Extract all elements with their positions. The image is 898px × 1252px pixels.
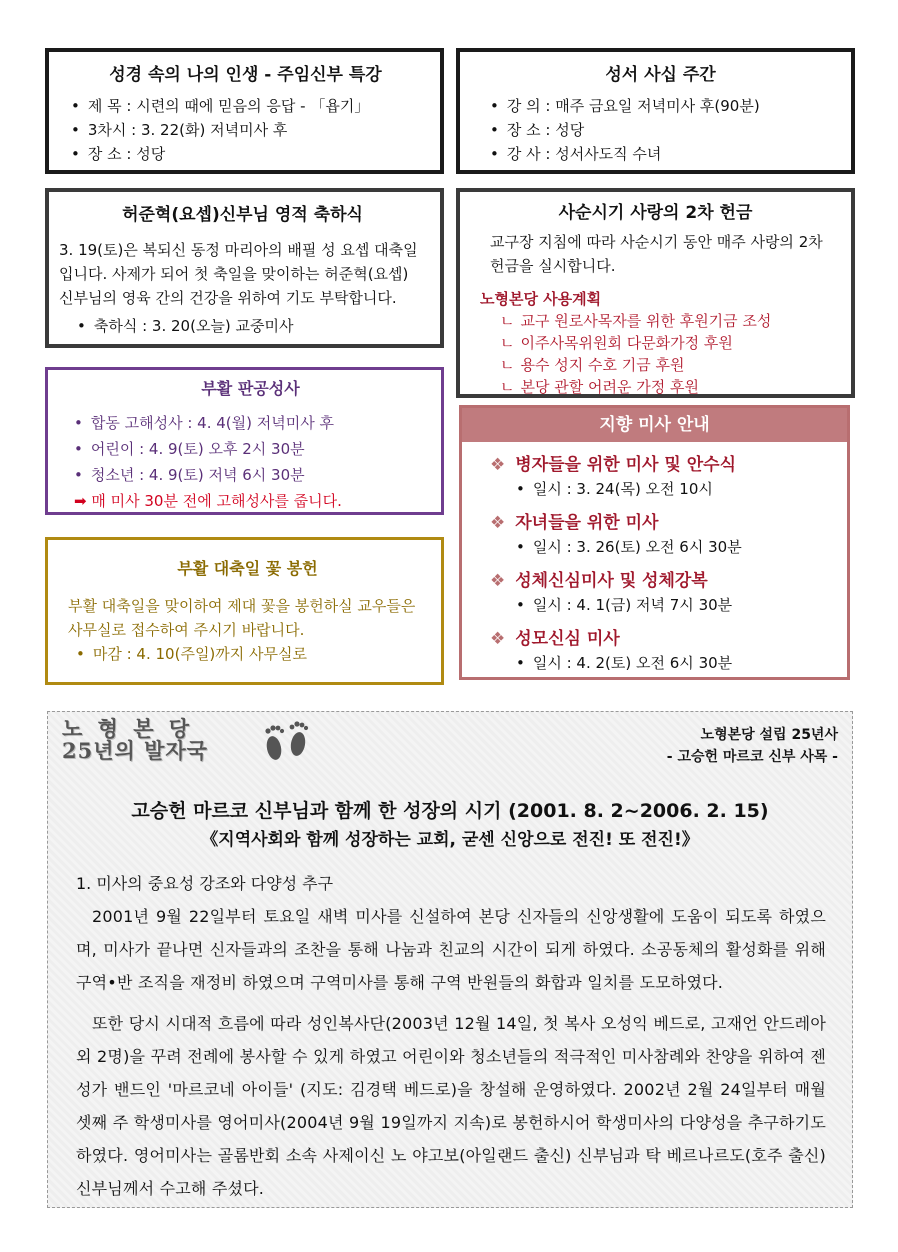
list-item	[490, 452, 847, 500]
list-item: • 합동 고해성사 : 4. 4(월) 저녁미사 후	[74, 410, 427, 436]
logo-line: 노 형 본 당	[62, 716, 194, 741]
flowers-list	[68, 642, 427, 666]
confession-box	[45, 367, 444, 515]
list-item: • 마감 : 4. 10(주일)까지 사무실로	[76, 642, 427, 666]
lent-plan-item: ㄴ 이주사목위원회 다문화가정 후원	[480, 332, 831, 354]
flowers-box	[45, 537, 444, 685]
history-meta-line: 노형본당 설립 25년사	[700, 727, 838, 743]
flowers-body: 부활 대축일을 맞이하여 제대 꽃을 봉헌하실 교우들은 사무실로 접수하여 주시기 바랍니다.	[68, 597, 416, 639]
feast-body: 3. 19(토)은 복되신 동정 마리아의 배필 성 요셉 대축일입니다. 사제가 되어 첫 축일을 맞이하는 허준혁(요셉) 신부님의 영육 간의 건강을 위하여 기도 부탁합니다.	[59, 241, 418, 307]
masses-title: 지향 미사 안내	[462, 408, 847, 442]
list-item: • 축하식 : 3. 20(오늘) 교중미사	[77, 314, 426, 338]
history-title: 고승헌 마르코 신부님과 함께 한 성장의 시기 (2001. 8. 2~2006. 2. 15)	[131, 800, 769, 822]
history-logo	[62, 718, 208, 762]
mass-name: ❖ 성모신심 미사	[490, 626, 847, 652]
confession-list	[74, 410, 427, 488]
list-item: • 청소년 : 4. 9(토) 저녁 6시 30분	[74, 462, 427, 488]
mass-name: ❖ 자녀들을 위한 미사	[490, 510, 847, 536]
list-item: • 강 의 : 매주 금요일 저녁미사 후(90분)	[490, 94, 831, 118]
history-meta	[667, 724, 838, 768]
list-item	[490, 568, 847, 616]
lent-body: 교구장 지침에 따라 사순시기 동안 매주 사랑의 2차 헌금을 실시합니다.	[490, 233, 823, 275]
lent-box	[456, 188, 855, 398]
arrow-icon: ➡	[74, 492, 87, 510]
feast-title: 허준혁(요셉)신부님 영적 축하식	[122, 205, 363, 225]
lent-plan-item: ㄴ 본당 관할 어려운 가정 후원	[480, 376, 831, 398]
history-section	[47, 711, 853, 1208]
list-item: • 장 소 : 성당	[71, 142, 420, 166]
feast-list	[59, 314, 426, 338]
confession-note: 매 미사 30분 전에 고해성사를 줍니다.	[91, 492, 342, 510]
lent-plan-title: 노형본당 사용계획	[480, 290, 602, 308]
confession-title: 부활 판공성사	[201, 379, 300, 398]
list-item: • 제 목 : 시련의 때에 믿음의 응답 - 「욥기」	[71, 94, 420, 118]
lent-title: 사순시기 사랑의 2차 헌금	[558, 203, 753, 223]
logo-line: 25년의 발자국	[62, 738, 208, 763]
mass-detail: • 일시 : 3. 24(목) 오전 10시	[490, 478, 847, 500]
mass-name: ❖ 병자들을 위한 미사 및 안수식	[490, 452, 847, 478]
footprints-icon	[258, 720, 314, 764]
history-body	[76, 872, 826, 1213]
history-meta-line: - 고승헌 마르코 신부 사목 -	[666, 749, 838, 765]
mass-detail: • 일시 : 4. 2(토) 오전 6시 30분	[490, 652, 847, 674]
list-item	[490, 626, 847, 674]
masses-list	[462, 442, 847, 674]
lecture-title: 성경 속의 나의 인생 - 주임신부 특강	[109, 65, 382, 85]
lecture-list	[71, 94, 420, 166]
list-item: • 장 소 : 성당	[490, 118, 831, 142]
mass-detail: • 일시 : 4. 1(금) 저녁 7시 30분	[490, 594, 847, 616]
list-item: • 3차시 : 3. 22(화) 저녁미사 후	[71, 118, 420, 142]
list-item	[490, 510, 847, 558]
mass-detail: • 일시 : 3. 26(토) 오전 6시 30분	[490, 536, 847, 558]
list-item: • 강 사 : 성서사도직 수녀	[490, 142, 831, 166]
history-paragraph: 또한 당시 시대적 흐름에 따라 성인복사단(2003년 12월 14일, 첫 복사 오성익 베드로, 고재언 안드레아 외 2명)을 꾸려 전례에 봉사할 수 있게 하였고 어린이와 청소년들의 적극적인 미사참례와 찬양을 위하여 젠 성가 밴드인 '마르코네 아이들' (지도: 김경택 베드로)을 창설해 운영하였다. 2002년 2월 24일부터 매월 셋째 주 학생미사를 영어미사(2004년 9월 19일까지 지속)로 봉헌하시어 학생미사의 다양성을 추구하기도 하였다. 영어미사는 골롬반회 소속 사제이신 노 야고보(아일랜드 출신) 신부님과 탁 베르나르도(호주 출신) 신부님께서 수고해 주셨다.	[76, 1014, 826, 1198]
list-item: • 어린이 : 4. 9(토) 오후 2시 30분	[74, 436, 427, 462]
lecture-box	[45, 48, 444, 174]
bible-week-title: 성서 사십 주간	[605, 65, 716, 85]
bible-week-box	[456, 48, 855, 174]
flowers-title: 부활 대축일 꽃 봉헌	[177, 559, 318, 578]
history-section-heading: 1. 미사의 중요성 강조와 다양성 추구	[76, 874, 334, 893]
mass-name: ❖ 성체신심미사 및 성체강복	[490, 568, 847, 594]
confession-note-row	[74, 488, 427, 514]
masses-box	[459, 405, 850, 680]
bible-week-list	[490, 94, 831, 166]
lent-plan-item: ㄴ 교구 원로사목자를 위한 후원기금 조성	[480, 310, 831, 332]
lent-plan-item: ㄴ 용수 성지 수호 기금 후원	[480, 354, 831, 376]
history-subtitle: 《지역사회와 함께 성장하는 교회, 굳센 신앙으로 전진! 또 전진!》	[201, 830, 699, 850]
history-paragraph: 2001년 9월 22일부터 토요일 새벽 미사를 신설하여 본당 신자들의 신앙생활에 도움이 되도록 하였으며, 미사가 끝나면 신자들과의 조찬을 통해 나눔과 친교의 시간이 되게 하였다. 소공동체의 활성화를 위해 구역•반 조직을 재정비 하였으며 구역미사를 통해 구역 반원들의 화합과 일치를 도모하였다.	[76, 907, 826, 992]
feast-box	[45, 188, 444, 348]
